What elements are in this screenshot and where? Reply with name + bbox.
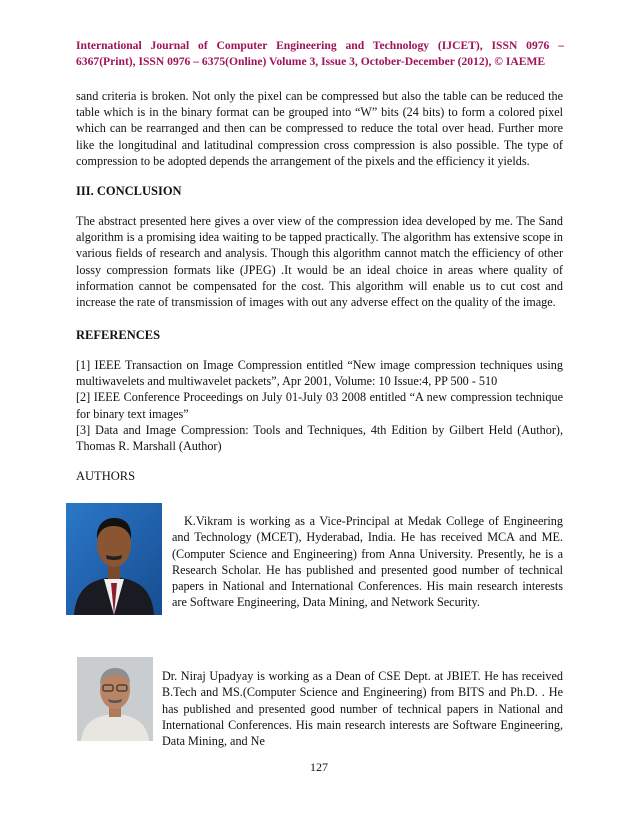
journal-header: International Journal of Computer Engineering and Technology (IJCET), ISSN 0976 – 6367(Print), ISSN 0976 – 6375(Online) Volume 3, Issue 3, October-December (2012), © IAEME bbox=[76, 39, 564, 68]
author-photo-vikram bbox=[66, 503, 162, 615]
authors-label: AUTHORS bbox=[76, 469, 136, 483]
references-list bbox=[76, 357, 563, 454]
reference-item: [3] Data and Image Compression: Tools and Techniques, 4th Edition by Gilbert Held (Author), Thomas R. Marshall (Author) bbox=[76, 422, 563, 454]
conclusion-heading: III. CONCLUSION bbox=[76, 184, 182, 198]
conclusion-paragraph: The abstract presented here gives a over view of the compression idea developed by me. The Sand algorithm is a promising idea waiting to be tapped practically. The algorithm has extensive scope in various fields of research and analysis. Though this algorithm cannot match the efficiency of other lossy compression formats like (JPEG) .It would be an ideal choice in areas where quality of information cannot be compensated for the cost. This algorithm will enable us to cut cost and increase the rate of transmission of images with out any adverse effect on the quality of the image. bbox=[76, 214, 563, 310]
references-heading: REFERENCES bbox=[76, 328, 161, 342]
author-bio-vikram: K.Vikram is working as a Vice-Principal at Medak College of Engineering and Technology (MCET), Hyderabad, India. He has received MCA and ME.(Computer Science and Engineering) from Anna University. Presently, he is a Research Scholar. He has published and presented good number of technical papers in National and International Conferences. His main research interests are Software Engineering, Data Mining, and Network Security. bbox=[172, 514, 563, 610]
reference-item: [1] IEEE Transaction on Image Compression entitled “New image compression techniques using multiwavelets and multiwavelet packets”, Apr 2001, Volume: 10 Issue:4, PP 500 - 510 bbox=[76, 358, 563, 389]
portrait-vikram-icon bbox=[66, 503, 162, 615]
author-photo-upadyay bbox=[77, 657, 153, 741]
intro-paragraph: sand criteria is broken. Not only the pixel can be compressed but also the table can be reduced the table which is in the binary format can be grouped into “W” bits (24 bits) to form a colored pixel which can be rearranged and then can be compressed to reduce the total over head. Further more like the longitudinal and latitudinal compression cross compression is also possible. The type of compression to be adopted depends the arrangement of the pixels and the efficiency it yields. bbox=[76, 89, 563, 168]
page-number: 127 bbox=[310, 760, 328, 774]
author-bio-upadyay: Dr. Niraj Upadyay is working as a Dean of CSE Dept. at JBIET. He has received B.Tech and MS.(Computer Science and Engineering) from BITS and Ph.D. . He has published and presented good number of technical papers in National and International Conferences. His main research interests are Software Engineering, Data Mining, and Ne bbox=[162, 669, 563, 749]
reference-item: [2] IEEE Conference Proceedings on July 01-July 03 2008 entitled “A new compression technique for binary text images” bbox=[76, 390, 563, 421]
portrait-upadyay-icon bbox=[77, 657, 153, 741]
